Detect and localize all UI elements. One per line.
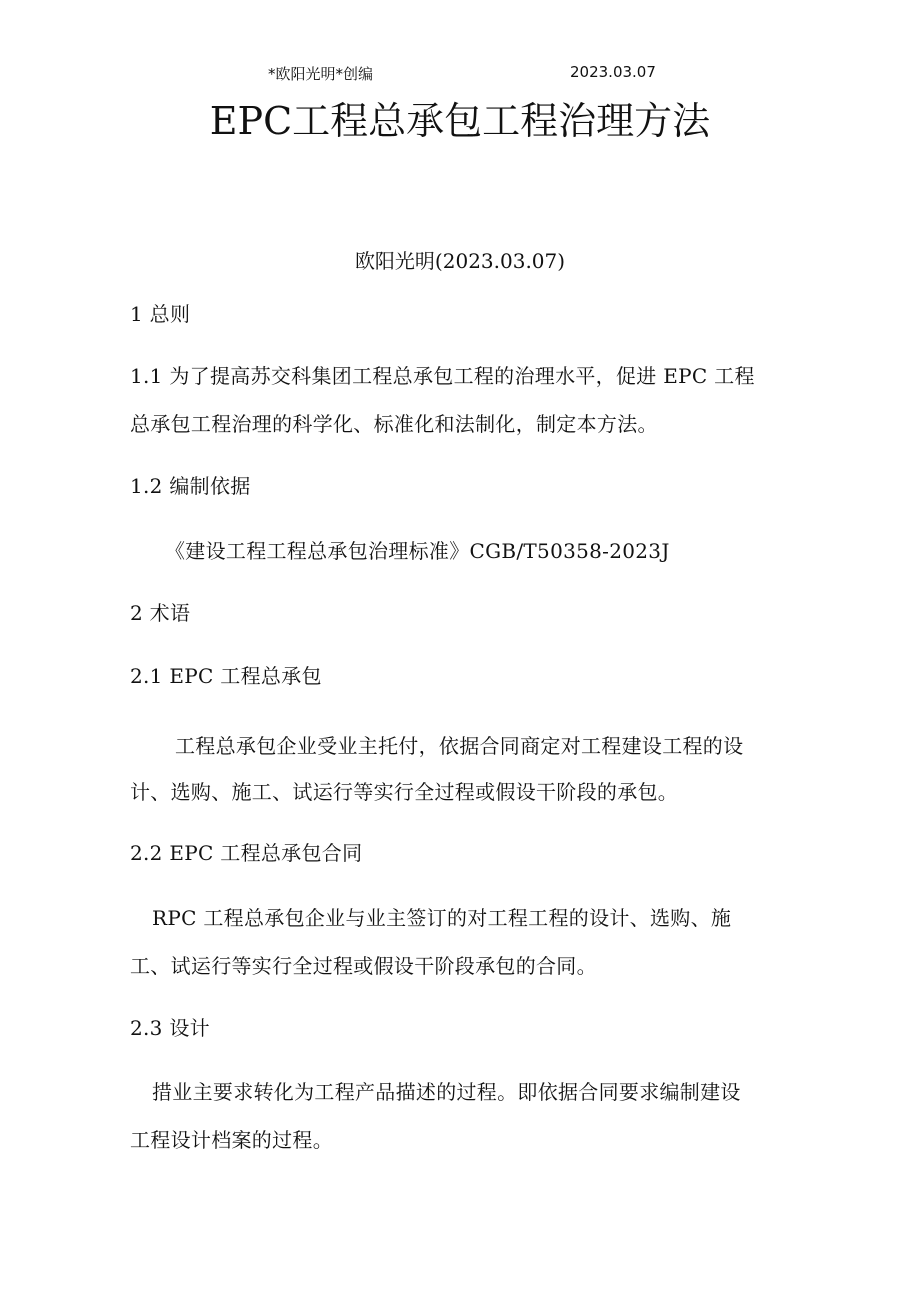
clause-1-1-line-2: 总承包工程治理的科学化、标准化和法制化，制定本方法。: [130, 412, 658, 436]
section-1-heading: 1 总则: [130, 302, 191, 326]
document-title: EPC工程总承包工程治理方法: [209, 99, 711, 143]
clause-2-3-text-line-2: 工程设计档案的过程。: [130, 1128, 333, 1152]
clause-2-1-text-line-1: 工程总承包企业受业主托付，依据合同商定对工程建设工程的设: [175, 734, 744, 758]
clause-1-1-line-1: 1.1 为了提高苏交科集团工程总承包工程的治理水平，促进 EPC 工程: [130, 364, 755, 388]
clause-2-1-text-line-2: 计、选购、施工、试运行等实行全过程或假设干阶段的承包。: [130, 780, 679, 804]
clause-2-3-heading: 2.3 设计: [130, 1016, 210, 1040]
clause-2-2-heading: 2.2 EPC 工程总承包合同: [130, 841, 363, 865]
date-note: 2023.03.07: [570, 63, 656, 81]
section-2-heading: 2 术语: [130, 601, 191, 625]
clause-2-3-text-line-1: 措业主要求转化为工程产品描述的过程。即依据合同要求编制建设: [152, 1080, 741, 1104]
author-note: *欧阳光明*创编: [268, 65, 374, 83]
clause-1-2-heading: 1.2 编制依据: [130, 474, 251, 498]
author-byline: 欧阳光明(2023.03.07): [354, 249, 566, 273]
clause-2-2-text-line-1: RPC 工程总承包企业与业主签订的对工程工程的设计、选购、施: [152, 906, 732, 930]
clause-2-2-text-line-2: 工、试运行等实行全过程或假设干阶段承包的合同。: [130, 954, 597, 978]
reference-standard: 《建设工程工程总承包治理标准》CGB/T50358-2023J: [165, 539, 670, 563]
clause-2-1-heading: 2.1 EPC 工程总承包: [130, 664, 322, 688]
